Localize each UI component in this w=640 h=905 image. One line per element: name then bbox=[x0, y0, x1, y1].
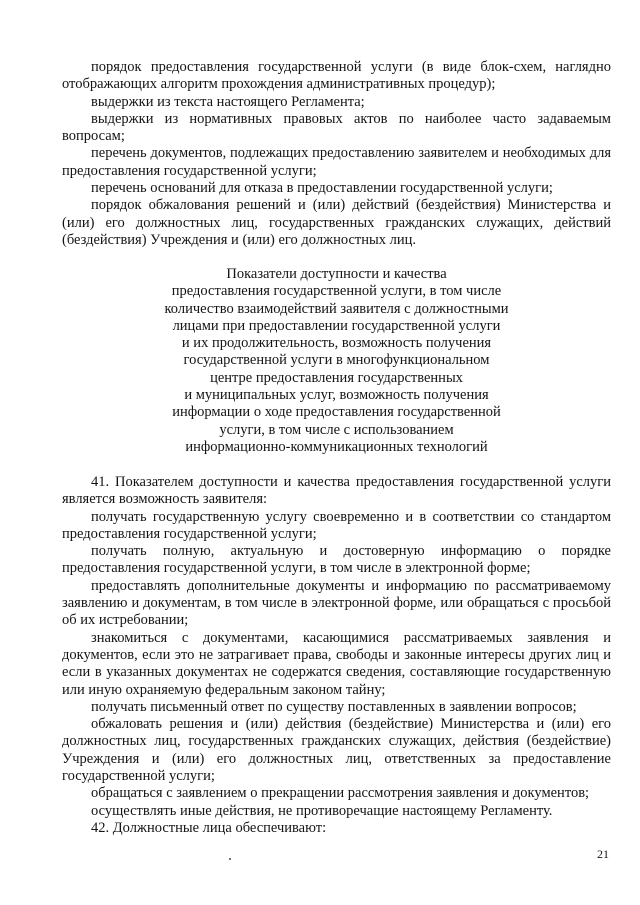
list-item: обжаловать решения и (или) действия (бездействие) Министерства и (или) его должностных лиц, государственных гражданских служащих, действия (бездействие) Учреждения и (или) его должностных лиц, ответственных за предоставление государственной услуги; bbox=[62, 716, 611, 785]
paragraph: 41. Показателем доступности и качества предоставления государственной услуги является возможность заявителя: bbox=[62, 474, 611, 508]
heading-line: Показатели доступности и качества bbox=[226, 266, 447, 282]
scan-speck bbox=[229, 858, 231, 860]
heading-line: информации о ходе предоставления государственной bbox=[172, 404, 501, 421]
list-item: получать полную, актуальную и достоверную информацию о порядке предоставления государственной услуги, в том числе в электронной форме; bbox=[62, 543, 611, 577]
list-item: знакомиться с документами, касающимися рассматриваемых заявления и документов, если это не затрагивает права, свободы и законные интересы других лиц и если в указанных документах не содержатся сведения, составляющие государственную или иную охраняемую федеральным законом тайну; bbox=[62, 629, 611, 698]
heading-line: и муниципальных услуг, возможность получения bbox=[184, 387, 489, 404]
section-41 bbox=[62, 474, 611, 837]
list-item: порядок обжалования решений и (или) действий (бездействия) Министерства и (или) его должностных лиц, государственных гражданских служащих, действий (бездействия) Учреждения и (или) его должностных лиц. bbox=[62, 197, 611, 248]
list-item: выдержки из нормативных правовых актов по наиболее часто задаваемым вопросам; bbox=[62, 110, 611, 145]
heading-line: и их продолжительность, возможность получения bbox=[181, 335, 492, 352]
list-item: обращаться с заявлением о прекращении рассмотрения заявления и документов; bbox=[91, 785, 590, 802]
section-heading bbox=[62, 266, 611, 456]
heading-line: информационно-коммуникационных технологий bbox=[185, 438, 488, 455]
heading-line: лицами при предоставлении государственной услуги bbox=[172, 317, 501, 334]
list-item: получать письменный ответ по существу поставленных в заявлении вопросов; bbox=[91, 698, 577, 715]
heading-line: государственной услуги в многофункциональном bbox=[183, 352, 490, 369]
heading-line: количество взаимодействий заявителя с должностными bbox=[164, 300, 509, 317]
list-top bbox=[62, 59, 611, 249]
heading-line: предоставления государственной услуги, в том числе bbox=[171, 283, 502, 300]
list-item: порядок предоставления государственной услуги (в виде блок-схем, наглядно отображающих алгоритм прохождения административных процедур); bbox=[62, 59, 611, 93]
list-item: выдержки из текста настоящего Регламента; bbox=[91, 93, 365, 110]
paragraph: 42. Должностные лица обеспечивают: bbox=[91, 819, 327, 836]
list-item: получать государственную услугу своевременно и в соответствии со стандартом предоставления государственной услуги; bbox=[62, 508, 611, 542]
heading-line: центре предоставления государственных bbox=[210, 369, 463, 386]
list-item: предоставлять дополнительные документы и информацию по рассматриваемому заявлению и документам, в том числе в электронной форме, или обращаться с просьбой об их истребовании; bbox=[62, 577, 611, 629]
list-item: осуществлять иные действия, не противоречащие настоящему Регламенту. bbox=[91, 802, 553, 819]
list-item: перечень оснований для отказа в предоставлении государственной услуги; bbox=[91, 180, 553, 197]
heading-line: услуги, в том числе с использованием bbox=[219, 421, 454, 438]
list-item: перечень документов, подлежащих предоставлению заявителем и необходимых для предоставления государственной услуги; bbox=[62, 145, 611, 179]
page-number: 21 bbox=[597, 847, 609, 861]
